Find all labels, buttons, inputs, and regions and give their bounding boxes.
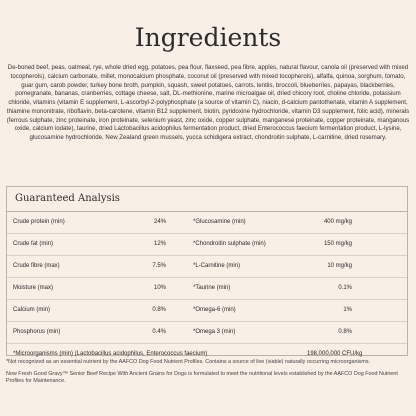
nutrient-name: Crude fat (min): [13, 241, 54, 247]
footnote-formulation: Now Fresh Good Gravy™ Senior Beef Recipe With Ancient Grains for Dogs is formulated to meet the nutritional levels established by the AAFCO Dog Food Nutrient Profiles for Maintenance.: [6, 370, 398, 385]
nutrient-value: 7.5%: [152, 263, 166, 269]
nutrient-value: 0.4%: [152, 329, 166, 335]
nutrient-name: *Glucosamine (min): [193, 219, 246, 225]
page-title: Ingredients: [134, 23, 282, 52]
microorganisms-value: 198,000,000 CFU/kg: [307, 351, 363, 357]
table-row: [7, 300, 407, 322]
ingredients-list: De-boned beef, peas, oatmeal, rye, whole dried egg, potatoes, pea flour, flaxseed, pea fibre, apples, natural flavour, canola oil (preserved with mixed tocopherols), calcium carbonate, millet, monocalcium phosphate, coconut oil (preserved with mixed tocopherols), alfalfa, quinoa, sorghum, tomato, guar gum, carob powder, turkey bone broth, pumpkin, squash, sweet potatoes, carrots, lentils, broccoli, blueberries, papayas, blackberries, pomegranate, bananas, cranberries, cottage cheese, salt, DL-methionine, marine microalgae oil, dried chicory root, choline chloride, potassium chloride, vitamins (vitamin E supplement, L-ascorbyl-2-polyphosphate (a source of vitamin C), niacin, d-calcium pantothenate, vitamin A supplement, thiamine mononitrate, riboflavin, beta-carotene, vitamin B12 supplement, biotin, pyridoxine hydrochloride, vitamin D3 supplement, folic acid), minerals (ferrous sulphate, zinc proteinate, iron proteinate, selenium yeast, zinc oxide, copper sulphate, manganese proteinate, copper proteinate, manganous oxide, calcium iodate), taurine, dried Lactobacillus acidophilus fermentation product, dried Enterococcus faecium fermentation product, L-lysine, glucosamine hydrochloride, New Zealand green mussels, yucca schidigera extract, chondroitin sulphate, L-carnitine, dried rosemary.: [6, 64, 410, 141]
footnotes: [6, 359, 408, 390]
nutrient-value: 12%: [153, 241, 166, 247]
microorganisms-label: *Microorganisms (min) (Lactobacillus acidophilus, Enterococcus faecium): [13, 351, 208, 357]
nutrient-value: 10 mg/kg: [327, 263, 352, 269]
nutrient-name: *Omega 3 (min): [193, 329, 236, 335]
guaranteed-analysis-table: [6, 186, 408, 356]
nutrient-value: 1%: [343, 307, 352, 313]
nutrient-value: 24%: [153, 219, 166, 225]
nutrient-name: Crude protein (min): [13, 219, 65, 225]
table-row: [7, 212, 407, 234]
nutrient-name: Moisture (max): [13, 285, 54, 291]
nutrient-name: *Chondroitin sulphate (min): [193, 241, 266, 247]
nutrient-value: 0.1%: [338, 285, 352, 291]
table-row: [7, 278, 407, 300]
nutrient-value: 0.8%: [152, 307, 166, 313]
nutrient-name: *Omega-6 (min): [193, 307, 236, 313]
table-row: [7, 234, 407, 256]
nutrient-value: 400 mg/kg: [323, 219, 352, 225]
nutrient-value: 150 mg/kg: [323, 241, 352, 247]
table-row: [7, 256, 407, 278]
nutrient-name: *Taurine (min): [193, 285, 231, 291]
nutrient-name: *L-Carnitine (min): [193, 263, 241, 269]
nutrient-value: 0.8%: [338, 329, 352, 335]
table-row: [7, 322, 407, 344]
analysis-title: Guaranteed Analysis: [15, 193, 120, 204]
nutrient-name: Crude fibre (max): [13, 263, 60, 269]
analysis-grid: [7, 212, 407, 365]
nutrient-value: 10%: [153, 285, 166, 291]
nutrient-name: Phosphorus (min): [13, 329, 61, 335]
nutrient-name: Calcium (min): [13, 307, 51, 313]
footnote-aafco: *Not recognized as an essential nutrient by the AAFCO Dog Food Nutrient Profiles. Contains a source of live (viable) naturally occurring microorganisms.: [6, 359, 371, 365]
